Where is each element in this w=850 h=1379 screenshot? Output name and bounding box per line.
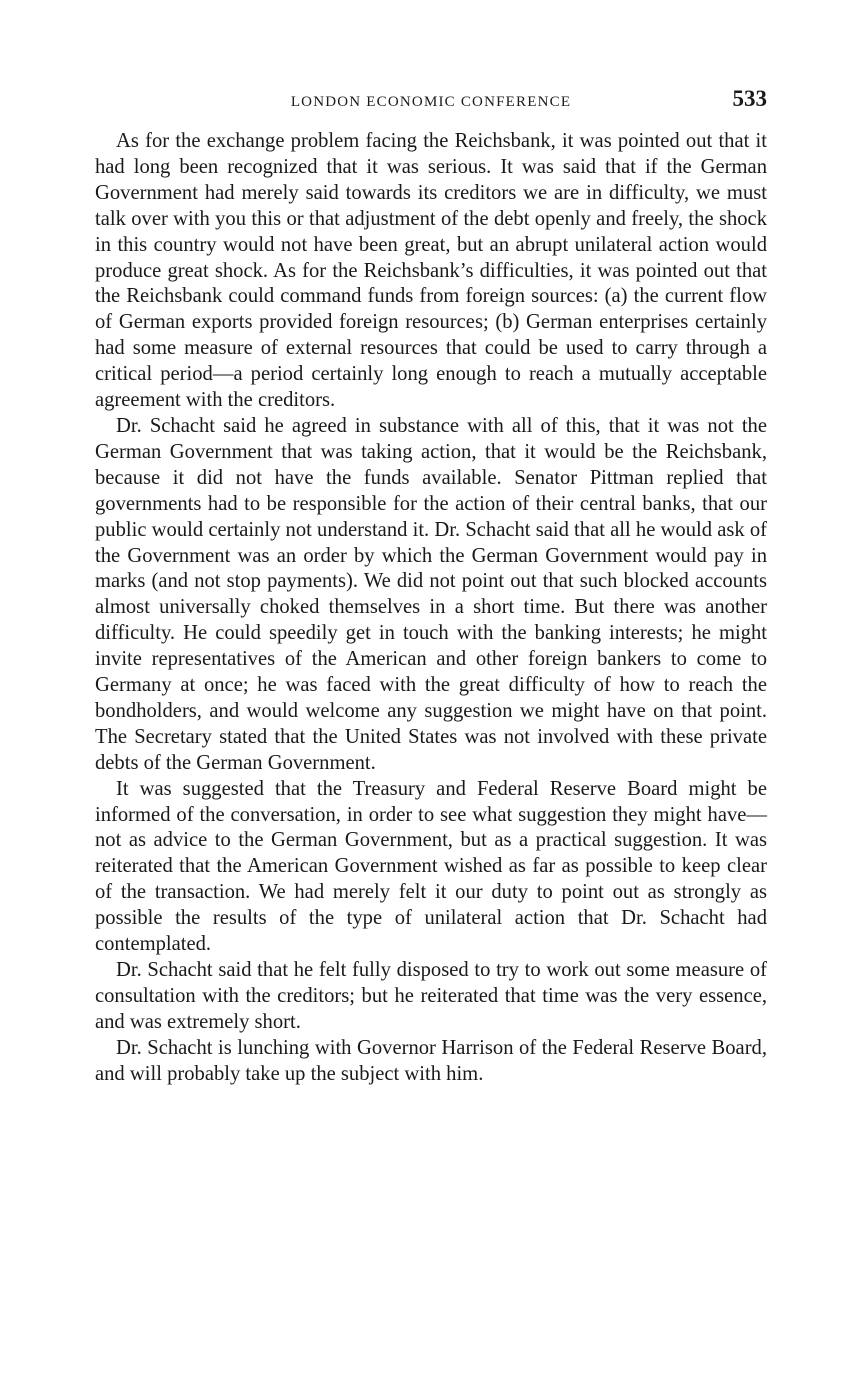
running-title: LONDON ECONOMIC CONFERENCE (290, 94, 572, 110)
running-header (95, 86, 767, 120)
document-page (95, 86, 767, 1088)
paragraph-consultation: Dr. Schacht said that he felt fully disposed to try to work out some measure of consultation with the creditors; but he reiterated that time was the very essence, and was extremely short. (95, 959, 767, 1033)
paragraph-exchange-problem: As for the exchange problem facing the Reichsbank, it was pointed out that it had long been recognized that it was serious. It was said that if the German Government had merely said towards its creditors we are in difficulty, we must talk over with you this or that adjustment of the debt openly and freely, the shock in this country would not have been great, but an abrupt unilateral action would produce great shock. As for the Reichsbank’s difficulties, it was pointed out that the Reichsbank could command funds from foreign sources: (a) the current flow of German exports provided foreign resources; (b) German enterprises certainly had some measure of external resources that could be used to carry through a critical period—a period certainly long enough to reach a mutually acceptable agreement with the creditors. (95, 130, 767, 412)
page-number: 533 (732, 86, 767, 111)
body-text (95, 129, 767, 1088)
paragraph-schacht-agreed: Dr. Schacht said he agreed in substance with all of this, that it was not the German Government that was taking action, that it would be the Reichsbank, because it did not have the funds available. Senator Pittman replied that governments had to be responsible for the action of their central banks, that our public would certainly not understand it. Dr. Schacht said that all he would ask of the Government was an order by which the German Government would pay in marks (and not stop payments). We did not point out that such blocked accounts almost universally choked themselves in a short time. But there was another difficulty. He could speedily get in touch with the banking interests; he might invite representatives of the American and other foreign bankers to come to Germany at once; he was faced with the great difficulty of how to reach the bondholders, and would welcome any suggestion we might have on that point. The Secretary stated that the United States was not involved with these private debts of the German Government. (95, 414, 767, 774)
paragraph-lunch-harrison: Dr. Schacht is lunching with Governor Harrison of the Federal Reserve Board, and will probably take up the subject with him. (95, 1036, 767, 1085)
paragraph-treasury-suggestion: It was suggested that the Treasury and Federal Reserve Board might be informed of the conversation, in order to see what suggestion they might have—not as advice to the German Government, but as a practical suggestion. It was reiterated that the American Government wished as far as possible to keep clear of the transaction. We had merely felt it our duty to point out as strongly as possible the results of the type of unilateral action that Dr. Schacht had contemplated. (95, 777, 767, 956)
